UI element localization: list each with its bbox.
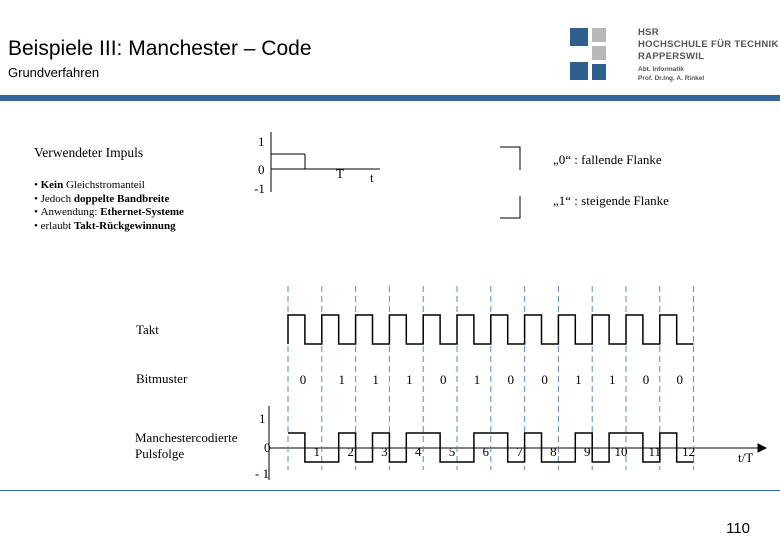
time-tick-label: 4	[414, 444, 422, 459]
impulse-level-minus-one: -1	[254, 181, 265, 196]
logo-dept: Abt. Informatik	[638, 66, 684, 73]
manchester-label-line-1: Manchestercodierte	[135, 430, 238, 445]
bit-value: 0	[642, 372, 650, 387]
rising-edge-symbol	[500, 196, 520, 218]
bitpattern-label: Bitmuster	[136, 371, 188, 386]
time-tick-label: 12	[682, 444, 696, 459]
impulse-level-zero: 0	[258, 162, 265, 177]
manchester-level-one: 1	[259, 411, 266, 426]
bit-value: 0	[299, 372, 307, 387]
falling-edge-symbol	[500, 147, 520, 170]
rule-rising-edge: „1“ : steigende Flanke	[553, 193, 669, 208]
time-tick-label: 8	[550, 444, 557, 459]
page-subtitle: Grundverfahren	[8, 65, 100, 80]
manchester-level-zero: 0	[264, 440, 271, 455]
time-tick-label: 10	[614, 444, 628, 459]
bit-value: 1	[406, 372, 413, 387]
page-title: Beispiele III: Manchester – Code	[8, 37, 312, 60]
time-tick-label: 6	[482, 444, 490, 459]
manchester-label-line-2: Pulsfolge	[135, 446, 185, 461]
clock-label: Takt	[136, 322, 159, 337]
clock-waveform	[288, 315, 694, 344]
bit-value: 1	[608, 372, 616, 387]
time-tick-label: 2	[347, 444, 354, 459]
logo-professor: Prof. Dr.Ing. A. Rinkel	[638, 75, 705, 82]
time-tick-label: 9	[583, 444, 591, 459]
logo-text-line-1: HSR	[638, 27, 659, 38]
manchester-level-minus-one: - 1	[255, 466, 270, 481]
page-number: 110	[726, 520, 750, 537]
footer-line	[0, 490, 780, 491]
time-axis-arrow	[758, 444, 766, 452]
bit-value: 0	[676, 372, 684, 387]
impulse-title: Verwendeter Impuls	[34, 145, 144, 160]
time-tick-label: 1	[313, 444, 321, 459]
feature-item: • Anwendung: Ethernet-Systeme	[34, 206, 184, 220]
time-tick-label: 7	[516, 444, 523, 459]
bit-value: 0	[507, 372, 515, 387]
bit-value: 0	[439, 372, 447, 387]
bit-value: 1	[372, 372, 379, 387]
bit-value: 1	[338, 372, 346, 387]
logo-text-line-3: RAPPERSWIL	[638, 51, 705, 62]
bit-value: 1	[575, 372, 582, 387]
feature-item: • Kein Gleichstromanteil	[34, 179, 184, 193]
time-axis-label: t/T	[738, 450, 754, 465]
time-tick-label: 3	[381, 444, 388, 459]
bit-value: 1	[473, 372, 481, 387]
impulse-period-label: T	[336, 166, 344, 181]
impulse-level-one: 1	[258, 134, 265, 149]
rule-falling-edge: „0“ : fallende Flanke	[553, 152, 662, 167]
time-tick-label: 5	[448, 444, 456, 459]
feature-item: • Jedoch doppelte Bandbreite	[34, 193, 184, 207]
time-tick-label: 11	[648, 444, 662, 459]
logo-text-line-2: HOCHSCHULE FÜR TECHNIK	[638, 39, 779, 50]
feature-item: • erlaubt Takt-Rückgewinnung	[34, 220, 184, 234]
bit-value: 0	[541, 372, 548, 387]
impulse-time-label: t	[370, 170, 374, 185]
